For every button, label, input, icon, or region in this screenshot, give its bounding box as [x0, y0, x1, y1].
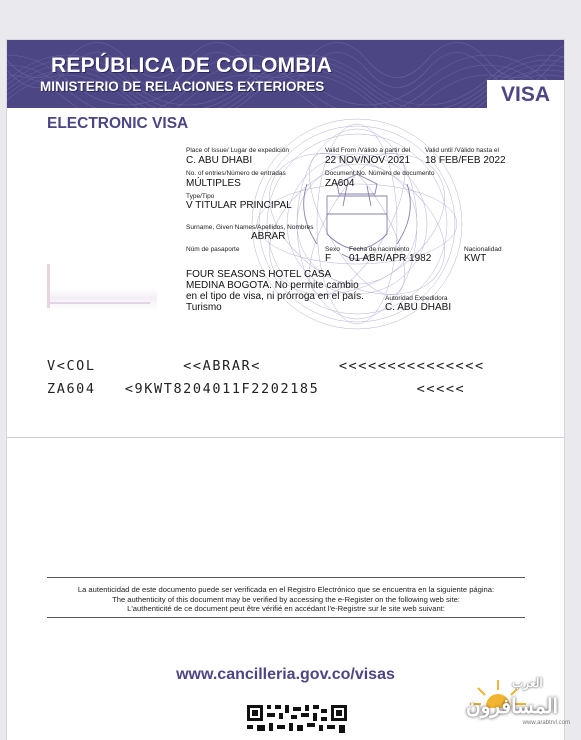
- valid-from-label: Valid From /Válido a partir del: [325, 147, 411, 154]
- document-no-label: Document No. Número de documento: [325, 170, 435, 177]
- notice-top-rule: [47, 577, 525, 578]
- authority-label: Autoridad Expedidora: [385, 295, 448, 302]
- observation-line-1: FOUR SEASONS HOTEL CASA: [186, 269, 332, 280]
- mrz-line-1: V<COL <<ABRAR< <<<<<<<<<<<<<<<: [47, 358, 485, 374]
- authenticity-notice: [47, 585, 525, 614]
- mrz-divider: [7, 437, 564, 438]
- observation-line-2: MEDINA BOGOTA. No permite cambio: [186, 280, 359, 291]
- dob-value: 01 ABR/APR 1982: [349, 253, 432, 264]
- passport-label: Núm de pasaporte: [186, 246, 240, 253]
- nationality-label: Nacionalidad: [464, 246, 502, 253]
- document-no-value: ZA604: [325, 178, 355, 189]
- observation-line-3: en el tipo de visa, ni prórroga en el país.: [186, 291, 364, 302]
- notice-english: The authenticity of this document may be verified by accessing the e-Register on the following web site:: [112, 594, 460, 604]
- notice-french: L'authenticité de ce document peut être vérifié en accédant l'e-Registre sur le site web suivant:: [127, 604, 445, 614]
- sex-label: Sexo: [325, 246, 340, 253]
- place-of-issue-value: C. ABU DHABI: [186, 155, 253, 166]
- mrz-line-2: ZA604 <9KWT8204011F2202185 <<<<<: [47, 381, 466, 397]
- visa-header: [7, 40, 564, 108]
- valid-until-value: 18 FEB/FEB 2022: [425, 155, 506, 166]
- verification-url[interactable]: www.cancilleria.gov.co/visas: [176, 666, 395, 683]
- watermark-arabic-main: المسافرون: [466, 696, 559, 718]
- names-value: ABRAR: [251, 231, 286, 242]
- notice-spanish: La autenticidad de este documento puede ser verificada en el Registro Electrónico que se encuentra en la siguiente página:: [77, 585, 495, 594]
- holder-photo: [47, 262, 157, 310]
- qr-code-icon: [245, 703, 349, 735]
- type-value: V TITULAR PRINCIPAL: [186, 200, 292, 211]
- ministry-title: MINISTERIO DE RELACIONES EXTERIORES: [40, 79, 325, 94]
- entries-label: No. of entries/Número de entradas: [186, 170, 286, 177]
- photo-edge: [50, 302, 150, 304]
- electronic-visa-title: ELECTRONIC VISA: [47, 115, 189, 132]
- nationality-value: KWT: [464, 253, 487, 264]
- country-title: REPÚBLICA DE COLOMBIA: [51, 54, 333, 77]
- sex-value: F: [325, 253, 332, 264]
- watermark-site: www.arabtrvl.com: [522, 720, 570, 726]
- valid-until-label: Valid until /Válido hasta el: [425, 147, 499, 154]
- watermark-logo: [462, 676, 574, 728]
- valid-from-value: 22 NOV/NOV 2021: [325, 155, 411, 166]
- type-label: Type/Tipo: [186, 193, 215, 200]
- visa-document: [7, 40, 564, 740]
- entries-value: MÚLTIPLES: [186, 178, 241, 189]
- watermark-arabic-top: العرب: [512, 676, 543, 690]
- authority-value: C. ABU DHABI: [385, 302, 452, 313]
- visa-tab: VISA: [487, 80, 564, 108]
- place-of-issue-label: Place of Issue/ Lugar de expedición: [186, 147, 289, 154]
- notice-bottom-rule: [47, 617, 525, 618]
- dob-label: Fecha de nacimiento: [349, 246, 410, 253]
- names-label: Surname, Given Names/Apellidos, Nombres: [186, 224, 314, 231]
- observation-line-4: Turismo: [186, 302, 222, 313]
